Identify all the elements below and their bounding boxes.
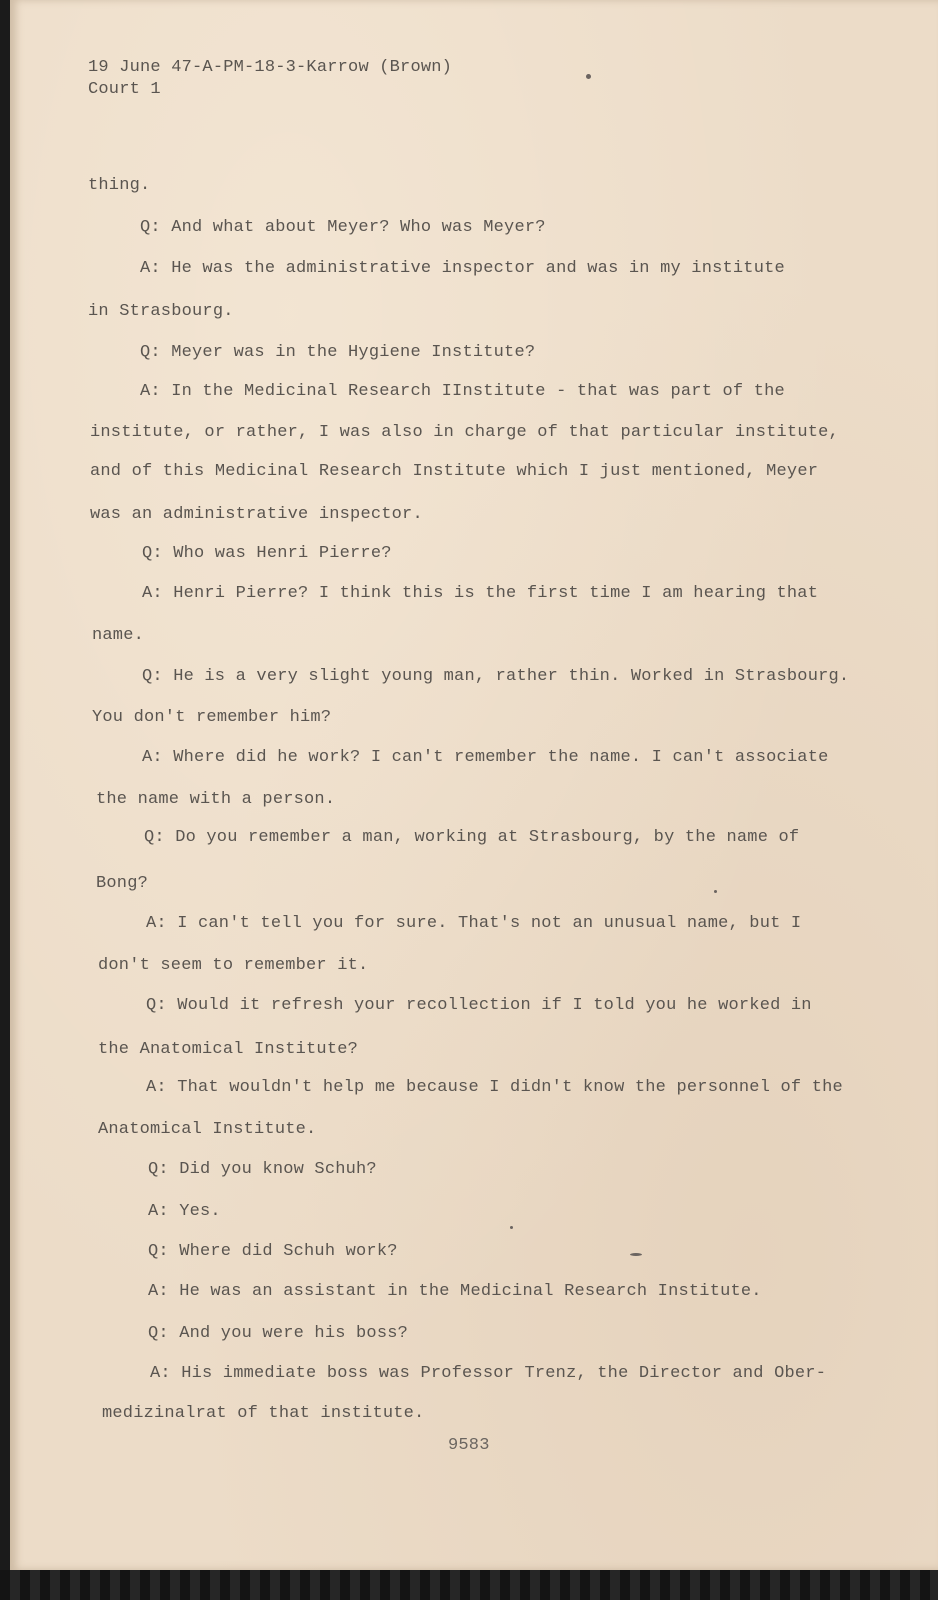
ink-speck	[714, 890, 717, 893]
text-line: A: Where did he work? I can't remember the name. I can't associate	[142, 748, 829, 767]
text-line: Q: Meyer was in the Hygiene Institute?	[140, 343, 536, 362]
text-line: A: That wouldn't help me because I didn't know the personnel of the	[146, 1078, 843, 1097]
text-line: the name with a person.	[96, 790, 336, 809]
header-line-2: Court 1	[88, 80, 161, 99]
text-line: You don't remember him?	[92, 708, 332, 727]
header-line-1: 19 June 47-A-PM-18-3-Karrow (Brown)	[88, 58, 453, 77]
text-line: A: In the Medicinal Research IInstitute - that was part of the	[140, 382, 785, 401]
document-page	[10, 0, 938, 1570]
text-line: thing.	[88, 176, 151, 195]
text-line: A: He was an assistant in the Medicinal Research Institute.	[148, 1282, 762, 1301]
text-line: Q: Did you know Schuh?	[148, 1160, 377, 1179]
text-line: name.	[92, 626, 145, 645]
text-line: Q: Where did Schuh work?	[148, 1242, 398, 1261]
text-line: Q: Would it refresh your recollection if I told you he worked in	[146, 996, 812, 1015]
page-number: 9583	[448, 1436, 490, 1455]
text-line: Anatomical Institute.	[98, 1120, 317, 1139]
text-line: Q: Do you remember a man, working at Strasbourg, by the name of	[144, 828, 800, 847]
text-line: A: He was the administrative inspector and was in my institute	[140, 259, 785, 278]
text-line: A: I can't tell you for sure. That's not an unusual name, but I	[146, 914, 802, 933]
text-line: Q: And what about Meyer? Who was Meyer?	[140, 218, 546, 237]
text-line: and of this Medicinal Research Institute which I just mentioned, Meyer	[90, 462, 819, 481]
text-line: institute, or rather, I was also in charge of that particular institute,	[90, 423, 839, 442]
text-line: medizinalrat of that institute.	[102, 1404, 425, 1423]
text-line: A: Henri Pierre? I think this is the first time I am hearing that	[142, 584, 819, 603]
text-line: A: His immediate boss was Professor Trenz, the Director and Ober-	[150, 1364, 827, 1383]
text-line: Q: Who was Henri Pierre?	[142, 544, 392, 563]
text-line: the Anatomical Institute?	[98, 1040, 359, 1059]
ink-speck	[630, 1253, 642, 1256]
text-line: A: Yes.	[148, 1202, 221, 1221]
text-line: don't seem to remember it.	[98, 956, 369, 975]
scan-border-bottom	[0, 1570, 938, 1600]
ink-speck	[586, 74, 591, 79]
text-line: Q: He is a very slight young man, rather thin. Worked in Strasbourg.	[142, 667, 850, 686]
ink-speck	[510, 1226, 513, 1229]
text-line: Q: And you were his boss?	[148, 1324, 409, 1343]
text-line: was an administrative inspector.	[90, 505, 423, 524]
text-line: in Strasbourg.	[88, 302, 234, 321]
text-line: Bong?	[96, 874, 149, 893]
